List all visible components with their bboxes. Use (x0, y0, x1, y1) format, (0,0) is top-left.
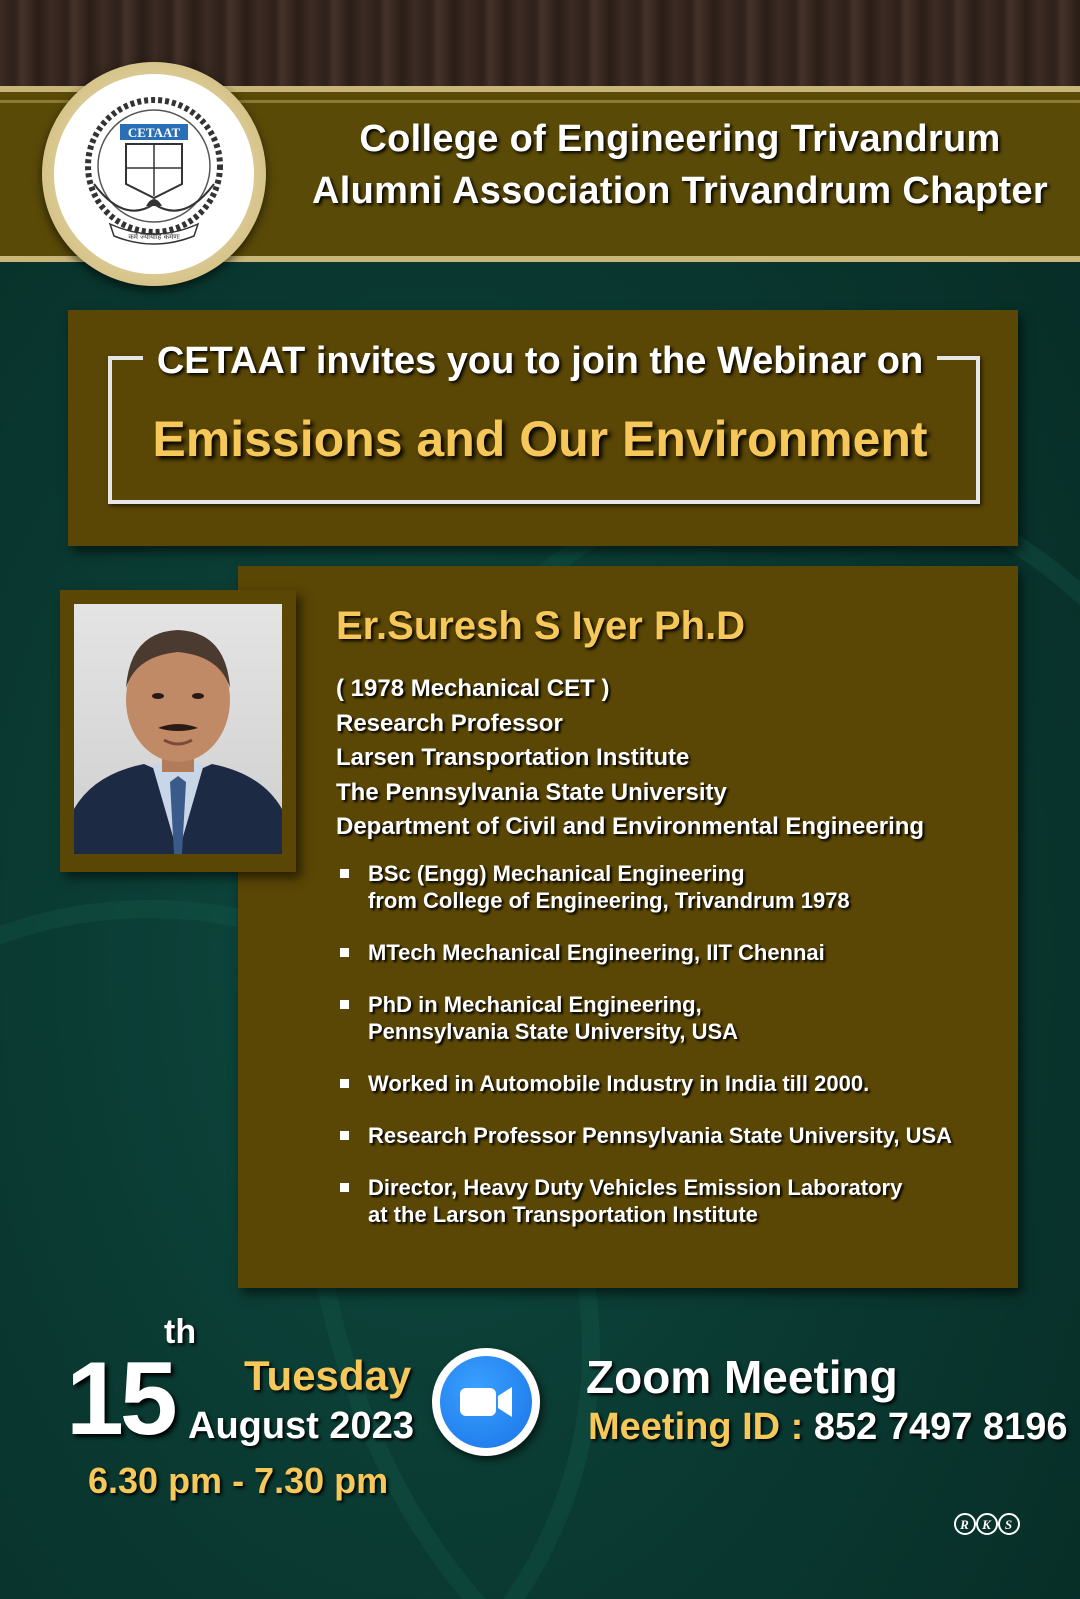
bullet-square-icon (340, 1131, 349, 1140)
zoom-icon-circle (440, 1356, 532, 1448)
meeting-id-line (588, 1406, 1067, 1449)
meeting-id-value: 852 7497 8196 (813, 1406, 1068, 1448)
portrait-icon (74, 604, 282, 854)
bullet-square-icon (340, 1183, 349, 1192)
meeting-id-label: Meeting ID : (588, 1406, 804, 1448)
emblem-icon (54, 74, 254, 274)
bullet-square-icon (340, 869, 349, 878)
designer-signature (954, 1512, 1020, 1541)
highlight-line: MTech Mechanical Engineering, IIT Chennai (368, 940, 825, 965)
highlight-item (336, 1174, 996, 1228)
signature-letter: K (982, 1517, 992, 1532)
logo-emblem (54, 74, 254, 274)
header-title-line2: Alumni Association Trivandrum Chapter (311, 170, 1049, 212)
highlight-line: BSc (Engg) Mechanical Engineering (368, 861, 745, 886)
webinar-topic: Emissions and Our Environment (152, 411, 928, 467)
event-time: 6.30 pm - 7.30 pm (88, 1460, 389, 1501)
affiliation-line: The Pennsylvania State University (336, 778, 727, 806)
bullet-square-icon (340, 1000, 349, 1009)
highlight-line: Worked in Automobile Industry in India till 2000. (368, 1071, 870, 1096)
highlight-item (336, 939, 996, 966)
affiliation-line: ( 1978 Mechanical CET ) (336, 675, 610, 702)
highlight-item (336, 991, 996, 1045)
highlight-line: from College of Engineering, Trivandrum 1978 (368, 888, 850, 913)
highlight-line: Director, Heavy Duty Vehicles Emission Laboratory (368, 1175, 903, 1200)
speaker-highlights (336, 860, 996, 1253)
speaker-affiliation (336, 672, 924, 845)
invite-line (0, 340, 1080, 383)
affiliation-line: Department of Civil and Environmental Engineering (336, 813, 925, 840)
affiliation-line: Research Professor (336, 709, 563, 737)
logo-motto: कर्मे ज्यायोहि कर्मणः (128, 233, 180, 241)
signature-letter: R (960, 1517, 970, 1532)
event-day-suffix: th (164, 1313, 197, 1351)
event-weekday: Tuesday (244, 1352, 412, 1399)
zoom-icon (432, 1348, 540, 1456)
speaker-photo (74, 604, 282, 854)
video-camera-icon (440, 1356, 532, 1448)
bullet-square-icon (340, 948, 349, 957)
logo-text: CETAAT (127, 125, 181, 140)
signature-mark (954, 1512, 1020, 1536)
highlight-line: PhD in Mechanical Engineering, (368, 992, 702, 1017)
highlight-item (336, 860, 996, 914)
highlight-line: Pennsylvania State University, USA (368, 1019, 739, 1044)
header-title-line1: College of Engineering Trivandrum (359, 118, 1001, 160)
bullet-square-icon (340, 1079, 349, 1088)
highlight-line: at the Larson Transportation Institute (368, 1202, 758, 1227)
highlight-item (336, 1070, 996, 1097)
highlight-item (336, 1122, 996, 1149)
alumni-logo (42, 62, 266, 286)
event-day: 15 (66, 1341, 174, 1457)
signature-letter: S (1004, 1517, 1014, 1532)
speaker-name: Er.Suresh S Iyer Ph.D (336, 604, 746, 648)
event-month-year: August 2023 (188, 1405, 414, 1447)
invite-text: CETAAT invites you to join the Webinar on (143, 340, 937, 383)
speaker-photo-frame (60, 590, 296, 872)
affiliation-line: Larsen Transportation Institute (336, 744, 690, 771)
highlight-line: Research Professor Pennsylvania State University, USA (368, 1123, 953, 1148)
meeting-platform: Zoom Meeting (586, 1351, 898, 1403)
